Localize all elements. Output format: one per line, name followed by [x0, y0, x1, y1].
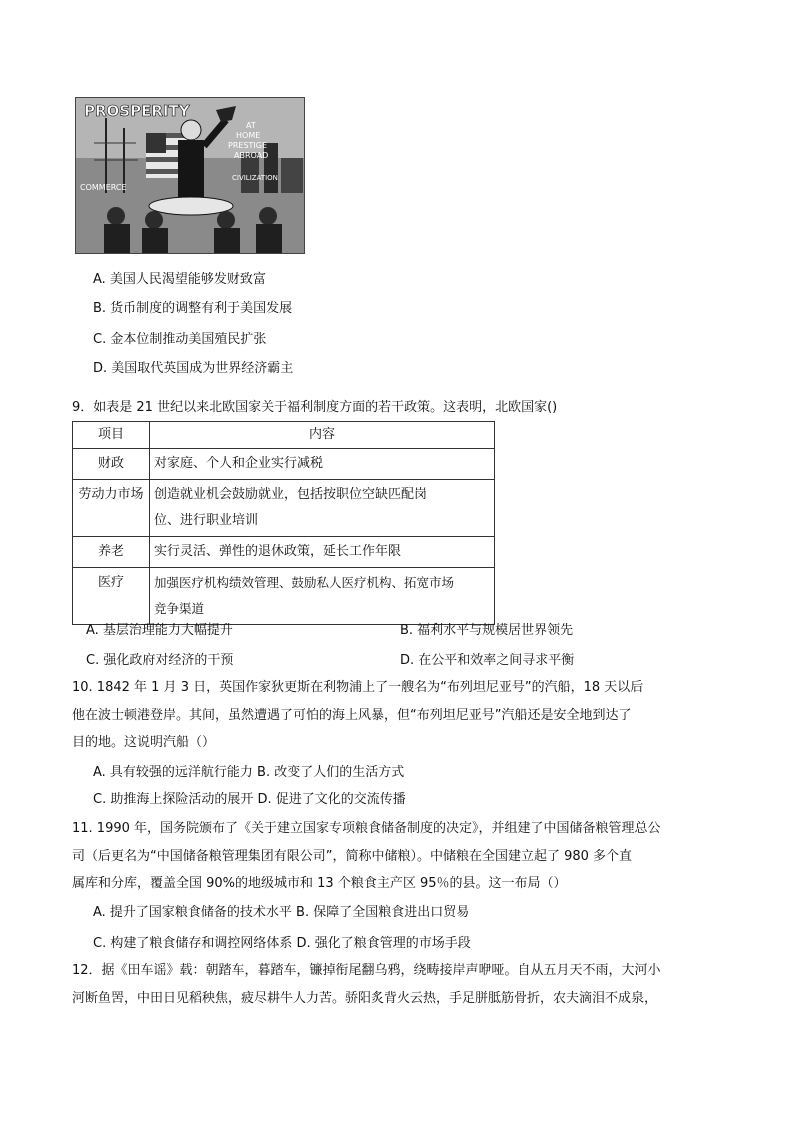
table-cell-content: [150, 537, 495, 568]
q10-options-ab: A. 具有较强的远洋航行能力 B. 改变了人们的生活方式: [93, 765, 405, 780]
table-row: [73, 568, 495, 625]
table-cell-content: [150, 449, 495, 480]
content-line: 加强医疗机构绩效管理、鼓励私人医疗机构、拓宽市场: [154, 575, 455, 590]
poster-illustration: [76, 98, 305, 254]
q10-options-cd: C. 助推海上探险活动的展开 D. 促进了文化的交流传播: [93, 792, 406, 807]
table-cell-item: 财政: [73, 449, 150, 480]
content-line: 实行灵活、弹性的退休政策，延长工作年限: [154, 544, 402, 559]
q11-options-ab: A. 提升了国家粮食储备的技术水平 B. 保障了全国粮食进出口贸易: [93, 905, 470, 920]
table-cell-content: [150, 480, 495, 537]
poster-slogan-2: HOME: [236, 131, 261, 140]
q12-stem-line-2: 河断鱼罟，中田日见稻秧焦，疲尽耕牛人力苦。骄阳炙背火云热，手足胼胝筋骨折，农夫滴泪不成泉，: [72, 991, 658, 1006]
poster-slogan-1: AT: [246, 121, 256, 130]
q11-stem-line-3: 属库和分库，覆盖全国 90%的地级城市和 13 个粮食主产区 95％的县。这一布局（）: [72, 876, 567, 891]
q9-option-d: D. 在公平和效率之间寻求平衡: [400, 653, 575, 668]
table-cell-content: [150, 568, 495, 625]
table-header-item: 项目: [73, 422, 150, 449]
table-header-row: [73, 422, 495, 449]
q11-stem-line-2: 司（后更名为“中国储备粮管理集团有限公司”，简称中储粮）。中储粮在全国建立起了 980 多个直: [72, 849, 633, 864]
content-line: 位、进行职业培训: [154, 513, 259, 528]
poster-right-label: CIVILIZATION: [232, 174, 278, 182]
q8-option-c: C. 金本位制推动美国殖民扩张: [93, 332, 267, 347]
q9-option-b: B. 福利水平与规模居世界领先: [400, 623, 574, 638]
poster-slogan-3: PRESTIGE: [228, 141, 268, 150]
q12-stem-line-1: 12．据《田车谣》载：朝踏车，暮踏车，镰掉衔尾翻乌鸦，绕畴接岸声咿哑。自从五月天不雨，大河小: [72, 963, 661, 978]
table-cell-item: 养老: [73, 537, 150, 568]
prosperity-poster-image: [75, 97, 305, 254]
q11-stem-line-1: 11. 1990 年，国务院颁布了《关于建立国家专项粮食储备制度的决定》，并组建了中国储备粮管理总公: [72, 821, 661, 836]
poster-title: PROSPERITY: [84, 102, 190, 120]
content-line: 对家庭、个人和企业实行减税: [154, 456, 324, 471]
table-row: [73, 449, 495, 480]
q9-option-a: A. 基层治理能力大幅提升: [86, 623, 233, 638]
table-row: [73, 537, 495, 568]
q10-stem-line-1: 10. 1842 年 1 月 3 日，英国作家狄更斯在利物浦上了一艘名为“布列坦尼亚号”的汽船，18 天以后: [72, 680, 644, 695]
q8-option-d: D. 美国取代英国成为世界经济霸主: [93, 361, 294, 376]
table-cell-item: 医疗: [73, 568, 150, 625]
q9-option-c: C. 强化政府对经济的干预: [86, 653, 234, 668]
q9-stem: 9．如表是 21 世纪以来北欧国家关于福利制度方面的若干政策。这表明，北欧国家(): [72, 400, 558, 415]
table-row: [73, 480, 495, 537]
q11-options-cd: C. 构建了粮食储存和调控网络体系 D. 强化了粮食管理的市场手段: [93, 936, 471, 951]
content-line: 竞争渠道: [154, 601, 205, 616]
q10-stem-line-2: 他在波士顿港登岸。其间，虽然遭遇了可怕的海上风暴，但“布列坦尼亚号”汽船还是安全地到达了: [72, 708, 632, 723]
q8-option-b: B. 货币制度的调整有利于美国发展: [93, 301, 293, 316]
table-header-content: 内容: [150, 422, 495, 449]
poster-left-label: COMMERCE: [80, 183, 127, 192]
table-cell-item: 劳动力市场: [73, 480, 150, 537]
poster-slogan-4: ABROAD: [234, 151, 269, 160]
q10-stem-line-3: 目的地。这说明汽船（）: [72, 735, 216, 750]
content-line: 创造就业机会鼓励就业，包括按职位空缺匹配岗: [154, 487, 428, 502]
q8-option-a: A. 美国人民渴望能够发财致富: [93, 272, 266, 287]
q9-policy-table: [72, 421, 495, 625]
